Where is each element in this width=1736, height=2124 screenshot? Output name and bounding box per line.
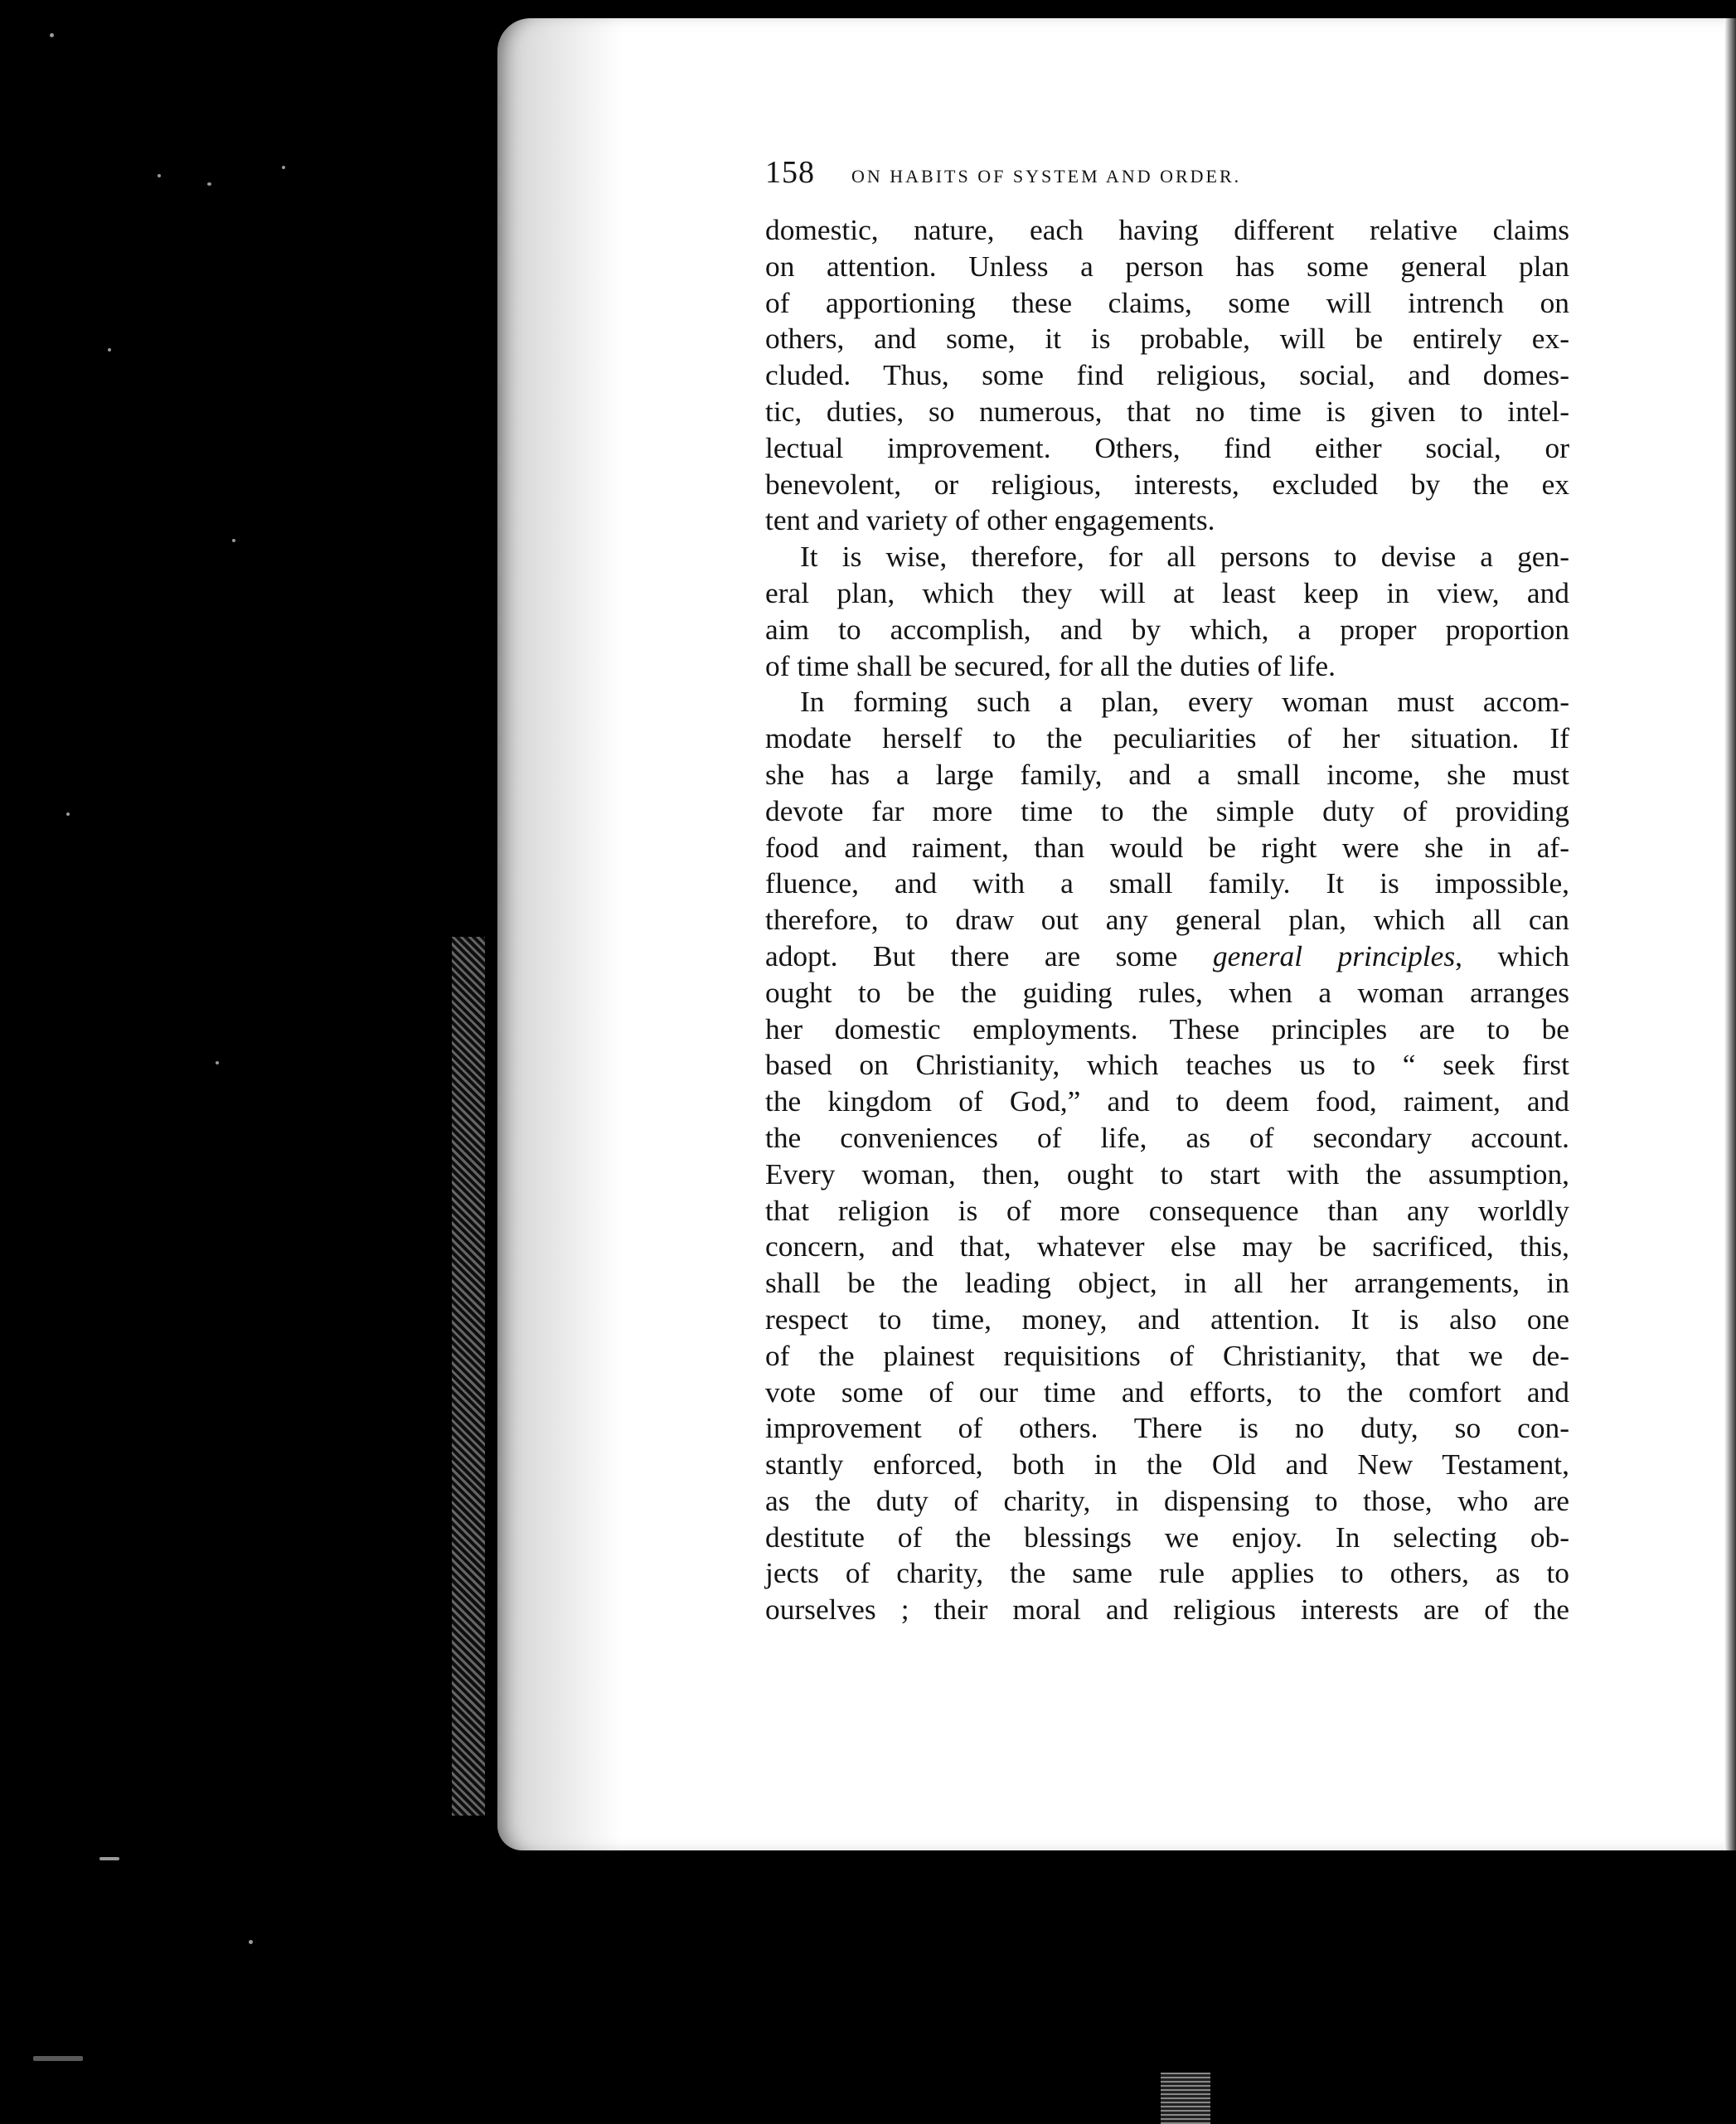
text-line: jects of charity, the same rule applies to others, as to bbox=[765, 1556, 1569, 1590]
text-line: tent and variety of other engagements. bbox=[765, 503, 1215, 537]
paragraph bbox=[765, 684, 1569, 1628]
margin-speck bbox=[216, 1061, 219, 1064]
margin-speck bbox=[249, 1940, 253, 1944]
text-line: of time shall be secured, for all the duties of life. bbox=[765, 648, 1336, 682]
margin-speck bbox=[66, 812, 70, 816]
text-line: the conveniences of life, as of secondary account. bbox=[765, 1120, 1569, 1154]
margin-speck bbox=[158, 174, 161, 177]
margin-speck bbox=[207, 182, 211, 186]
text-fragment: adopt. But there are some bbox=[765, 938, 1178, 972]
text-line: In forming such a plan, every woman must accom- bbox=[800, 685, 1569, 719]
text-line: improvement of others. There is no duty, so con- bbox=[765, 1411, 1569, 1445]
margin-speck bbox=[33, 2056, 83, 2061]
text-line: others, and some, it is probable, will be entirely ex- bbox=[765, 322, 1569, 356]
text-line: modate herself to the peculiarities of her situation. If bbox=[765, 721, 1569, 755]
text-line: cluded. Thus, some find religious, social, and domes- bbox=[765, 358, 1569, 392]
text-line: concern, and that, whatever else may be sacrificed, this, bbox=[765, 1229, 1569, 1263]
text-line: shall be the leading object, in all her arrangements, in bbox=[765, 1266, 1569, 1300]
text-line: destitute of the blessings we enjoy. In selecting ob- bbox=[765, 1520, 1569, 1554]
text-line: that religion is of more consequence than any worldly bbox=[765, 1193, 1569, 1227]
text-line: as the duty of charity, in dispensing to those, who are bbox=[765, 1483, 1569, 1517]
text-line-with-italic bbox=[765, 938, 1569, 975]
scan-noise bbox=[1161, 2073, 1210, 2124]
margin-speck bbox=[282, 166, 285, 169]
text-line: stantly enforced, both in the Old and New Testament, bbox=[765, 1448, 1569, 1481]
paragraph bbox=[765, 212, 1569, 539]
text-line: based on Christianity, which teaches us to “ seek first bbox=[765, 1048, 1569, 1082]
text-line: vote some of our time and efforts, to the comfort and bbox=[765, 1375, 1569, 1409]
text-line: devote far more time to the simple duty of providing bbox=[765, 793, 1569, 827]
running-header bbox=[765, 154, 1569, 204]
text-line: Every woman, then, ought to start with the assumption, bbox=[765, 1157, 1569, 1191]
italic-phrase: general principles bbox=[1212, 938, 1456, 972]
text-line: of the plainest requisitions of Christianity, that we de- bbox=[765, 1338, 1569, 1372]
binding-strip bbox=[452, 937, 485, 1816]
margin-speck bbox=[99, 1857, 119, 1860]
text-line: the kingdom of God,” and to deem food, raiment, and bbox=[765, 1084, 1569, 1118]
text-fragment: , which bbox=[1455, 938, 1569, 972]
text-line: on attention. Unless a person has some general plan bbox=[765, 249, 1569, 283]
text-line: therefore, to draw out any general plan, which all can bbox=[765, 903, 1569, 937]
paragraph bbox=[765, 539, 1569, 684]
text-line: she has a large family, and a small income, she must bbox=[765, 757, 1569, 791]
text-line: tic, duties, so numerous, that no time is given to intel- bbox=[765, 394, 1569, 428]
page-number: 158 bbox=[765, 155, 815, 190]
text-line: of apportioning these claims, some will intrench on bbox=[765, 285, 1569, 319]
text-line: food and raiment, than would be right were she in af- bbox=[765, 830, 1569, 864]
text-line: her domestic employments. These principles are to be bbox=[765, 1011, 1569, 1045]
text-line: benevolent, or religious, interests, excluded by the ex bbox=[765, 467, 1569, 501]
text-line: domestic, nature, each having different relative claims bbox=[765, 213, 1569, 246]
text-line: It is wise, therefore, for all persons to devise a gen- bbox=[800, 540, 1569, 574]
margin-speck bbox=[50, 33, 54, 37]
margin-speck bbox=[232, 539, 235, 542]
page-text bbox=[765, 154, 1569, 1628]
text-line: aim to accomplish, and by which, a proper proportion bbox=[765, 612, 1569, 646]
margin-speck bbox=[108, 348, 111, 352]
page-right-edge bbox=[1724, 18, 1736, 1850]
text-line: ourselves ; their moral and religious interests are of the bbox=[765, 1593, 1569, 1627]
text-line: eral plan, which they will at least keep in view, and bbox=[765, 575, 1569, 609]
text-line: fluence, and with a small family. It is impossible, bbox=[765, 866, 1569, 900]
running-head: ON HABITS OF SYSTEM AND ORDER. bbox=[851, 166, 1242, 187]
text-line: lectual improvement. Others, find either social, or bbox=[765, 430, 1569, 464]
text-line: ought to be the guiding rules, when a woman arranges bbox=[765, 975, 1569, 1009]
text-line: respect to time, money, and attention. It is also one bbox=[765, 1302, 1569, 1336]
